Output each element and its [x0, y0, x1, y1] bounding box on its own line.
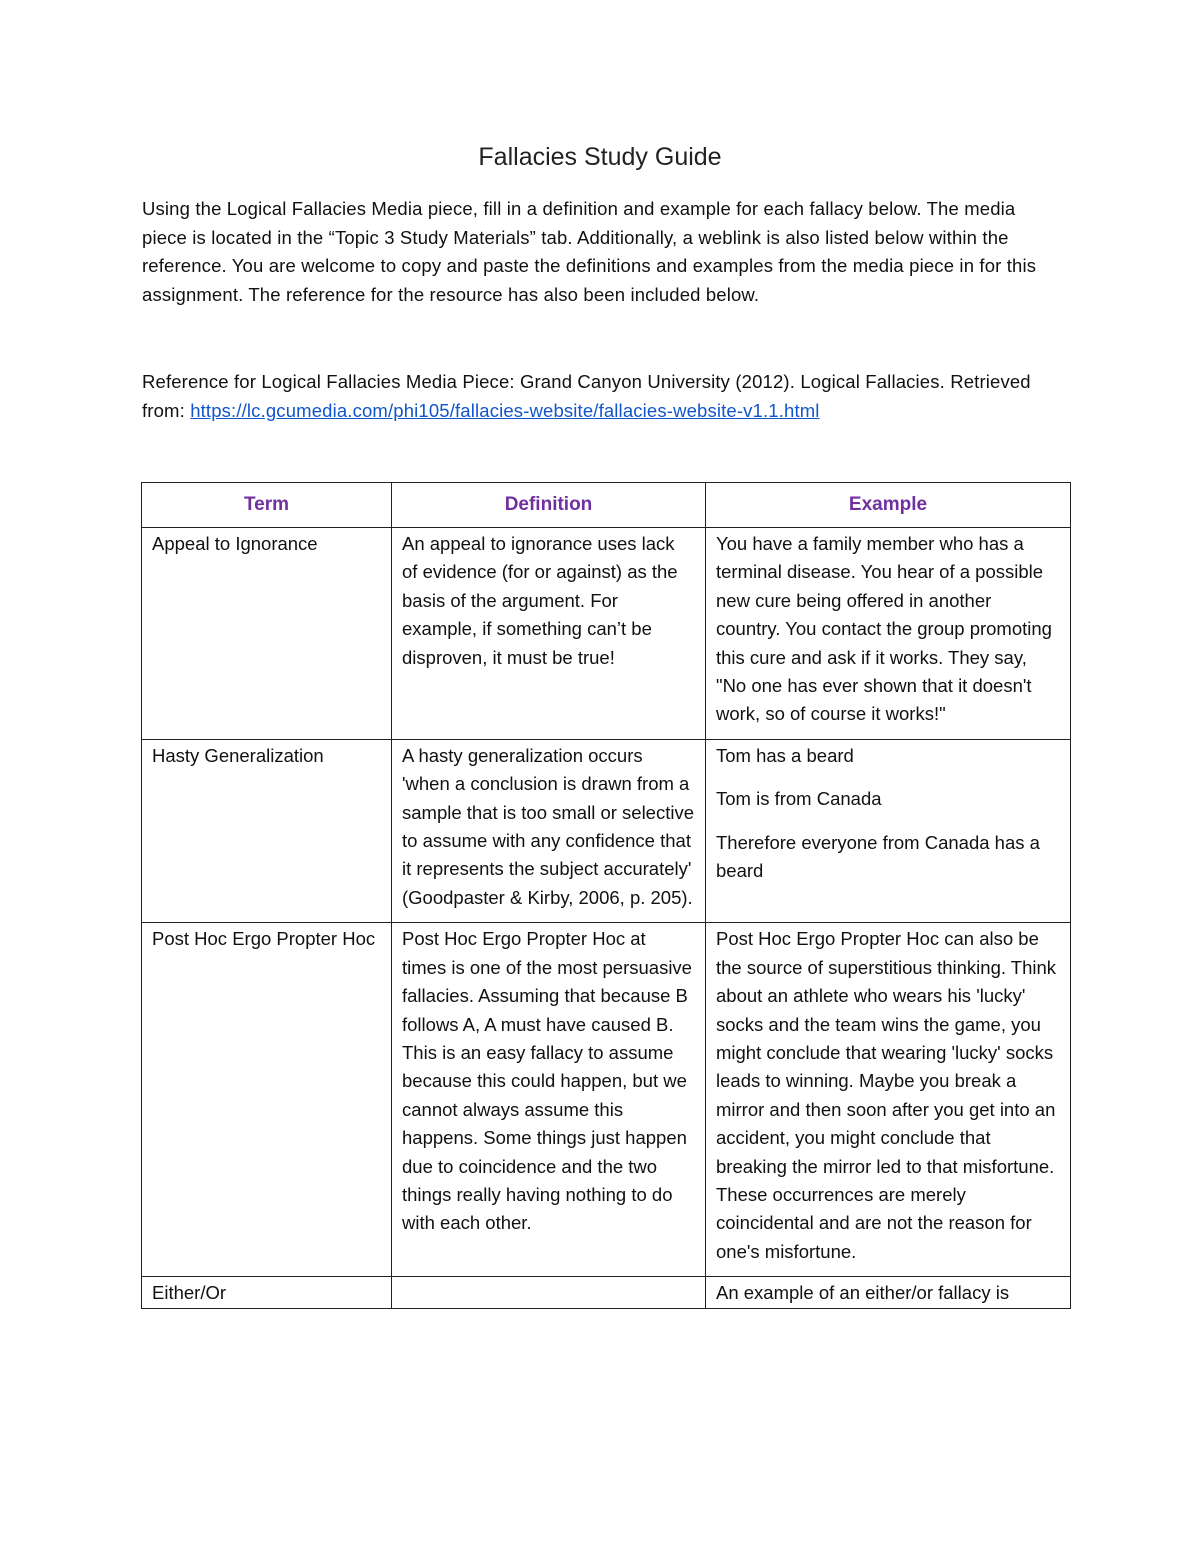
- example-line: Therefore everyone from Canada has a beard: [716, 831, 1040, 882]
- term-cell: Appeal to Ignorance: [142, 528, 392, 740]
- fallacies-table: [141, 482, 1071, 1309]
- instructions-paragraph: [142, 195, 1062, 309]
- table-header-row: [142, 483, 1071, 528]
- definition-cell: A hasty generalization occurs 'when a conclusion is drawn from a sample that is too small or selective to assume with any confidence that it represents the subject accurately' (Goodpaster & Kirby, 2006, p. 205).: [392, 739, 706, 922]
- header-example: Example: [706, 483, 1071, 528]
- term-cell: Post Hoc Ergo Propter Hoc: [142, 923, 392, 1277]
- reference-link[interactable]: https://lc.gcumedia.com/phi105/fallacies-website/fallacies-website-v1.1.html: [190, 399, 820, 421]
- example-line: Tom is from Canada: [716, 788, 882, 810]
- table-row: [142, 528, 1071, 740]
- term-cell: Either/Or: [142, 1277, 392, 1308]
- example-cell: An example of an either/or fallacy is: [706, 1277, 1071, 1308]
- table-row: [142, 739, 1071, 922]
- definition-cell: An appeal to ignorance uses lack of evidence (for or against) as the basis of the argument. For example, if something can’t be disproven, it must be true!: [392, 528, 706, 740]
- page-title: Fallacies Study Guide: [478, 143, 722, 171]
- table-row: [142, 1277, 1071, 1308]
- reference-paragraph: [142, 368, 1062, 425]
- definition-cell: Post Hoc Ergo Propter Hoc at times is one of the most persuasive fallacies. Assuming that because B follows A, A must have caused B. This is an easy fallacy to assume because this could happen, but we cannot always assume this happens. Some things just happen due to coincidence and the two things really having nothing to do with each other.: [392, 923, 706, 1277]
- term-cell: Hasty Generalization: [142, 739, 392, 922]
- header-definition: Definition: [392, 483, 706, 528]
- example-cell: You have a family member who has a terminal disease. You hear of a possible new cure being offered in another country. You contact the group promoting this cure and ask if it works. They say, "No one has ever shown that it doesn't work, so of course it works!": [706, 528, 1071, 740]
- example-cell: [706, 739, 1071, 922]
- table-row: [142, 923, 1071, 1277]
- instructions-text: Using the Logical Fallacies Media piece, fill in a definition and example for each fallacy below. The media piece is located in the “Topic 3 Study Materials” tab. Additionally, a weblink is also listed below within the reference. You are welcome to copy and paste the definitions and examples from the media piece in for this assignment. The reference for the resource has also been included below.: [142, 198, 1037, 305]
- example-line: Tom has a beard: [716, 744, 854, 766]
- header-term: Term: [142, 483, 392, 528]
- definition-cell: [392, 1277, 706, 1308]
- example-cell: Post Hoc Ergo Propter Hoc can also be the source of superstitious thinking. Think about an athlete who wears his 'lucky' socks and the team wins the game, you might conclude that wearing 'lucky' socks leads to winning. Maybe you break a mirror and then soon after you get into an accident, you might conclude that breaking the mirror led to that misfortune. These occurrences are merely coincidental and are not the reason for one's misfortune.: [706, 923, 1071, 1277]
- reference-text: Reference for Logical Fallacies Media Piece: Grand Canyon University (2012). Logical Fallacies. Retrieved from:: [142, 371, 1031, 421]
